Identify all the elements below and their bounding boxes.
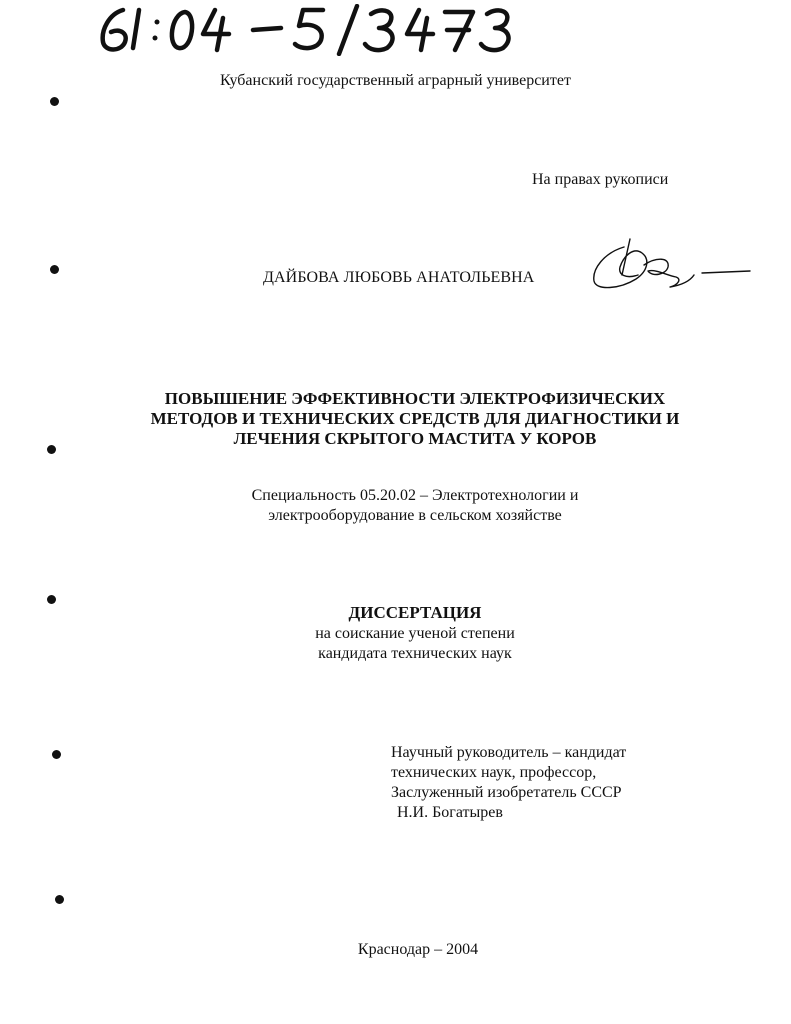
punch-hole bbox=[50, 97, 59, 106]
city-year: Краснодар – 2004 bbox=[357, 941, 479, 958]
specialty-block bbox=[0, 486, 791, 526]
degree-line-2: кандидата технических наук bbox=[318, 645, 512, 662]
title-line-2: МЕТОДОВ И ТЕХНИЧЕСКИХ СРЕДСТВ ДЛЯ ДИАГНОСТИКИ И bbox=[150, 409, 680, 428]
punch-hole bbox=[47, 445, 56, 454]
specialty-line-2: электрооборудование в сельском хозяйстве bbox=[268, 507, 562, 524]
handwritten-signature bbox=[586, 225, 756, 300]
supervisor-name: Н.И. Богатырев bbox=[397, 804, 503, 821]
manuscript-rights-note: На правах рукописи bbox=[532, 171, 669, 188]
punch-hole bbox=[55, 895, 64, 904]
punch-hole bbox=[52, 750, 61, 759]
handwritten-archive-code bbox=[95, 4, 525, 56]
punch-hole bbox=[47, 595, 56, 604]
supervisor-line-1: Научный руководитель – кандидат bbox=[391, 744, 627, 761]
degree-block bbox=[0, 624, 791, 664]
university-name: Кубанский государственный аграрный университет bbox=[220, 72, 571, 89]
supervisor-line-3: Заслуженный изобретатель СССР bbox=[391, 784, 622, 801]
dissertation-label: ДИССЕРТАЦИЯ bbox=[348, 603, 482, 622]
supervisor-line-2: технических наук, профессор, bbox=[391, 764, 597, 781]
author-name: ДАЙБОВА ЛЮБОВЬ АНАТОЛЬЕВНА bbox=[263, 269, 535, 286]
title-line-1: ПОВЫШЕНИЕ ЭФФЕКТИВНОСТИ ЭЛЕКТРОФИЗИЧЕСКИХ bbox=[164, 389, 666, 408]
dissertation-title bbox=[100, 389, 730, 449]
title-line-3: ЛЕЧЕНИЯ СКРЫТОГО МАСТИТА У КОРОВ bbox=[233, 429, 597, 448]
specialty-line-1: Специальность 05.20.02 – Электротехнологии и bbox=[251, 487, 579, 504]
degree-line-1: на соискание ученой степени bbox=[315, 625, 515, 642]
supervisor-block bbox=[391, 743, 626, 823]
punch-hole bbox=[50, 265, 59, 274]
